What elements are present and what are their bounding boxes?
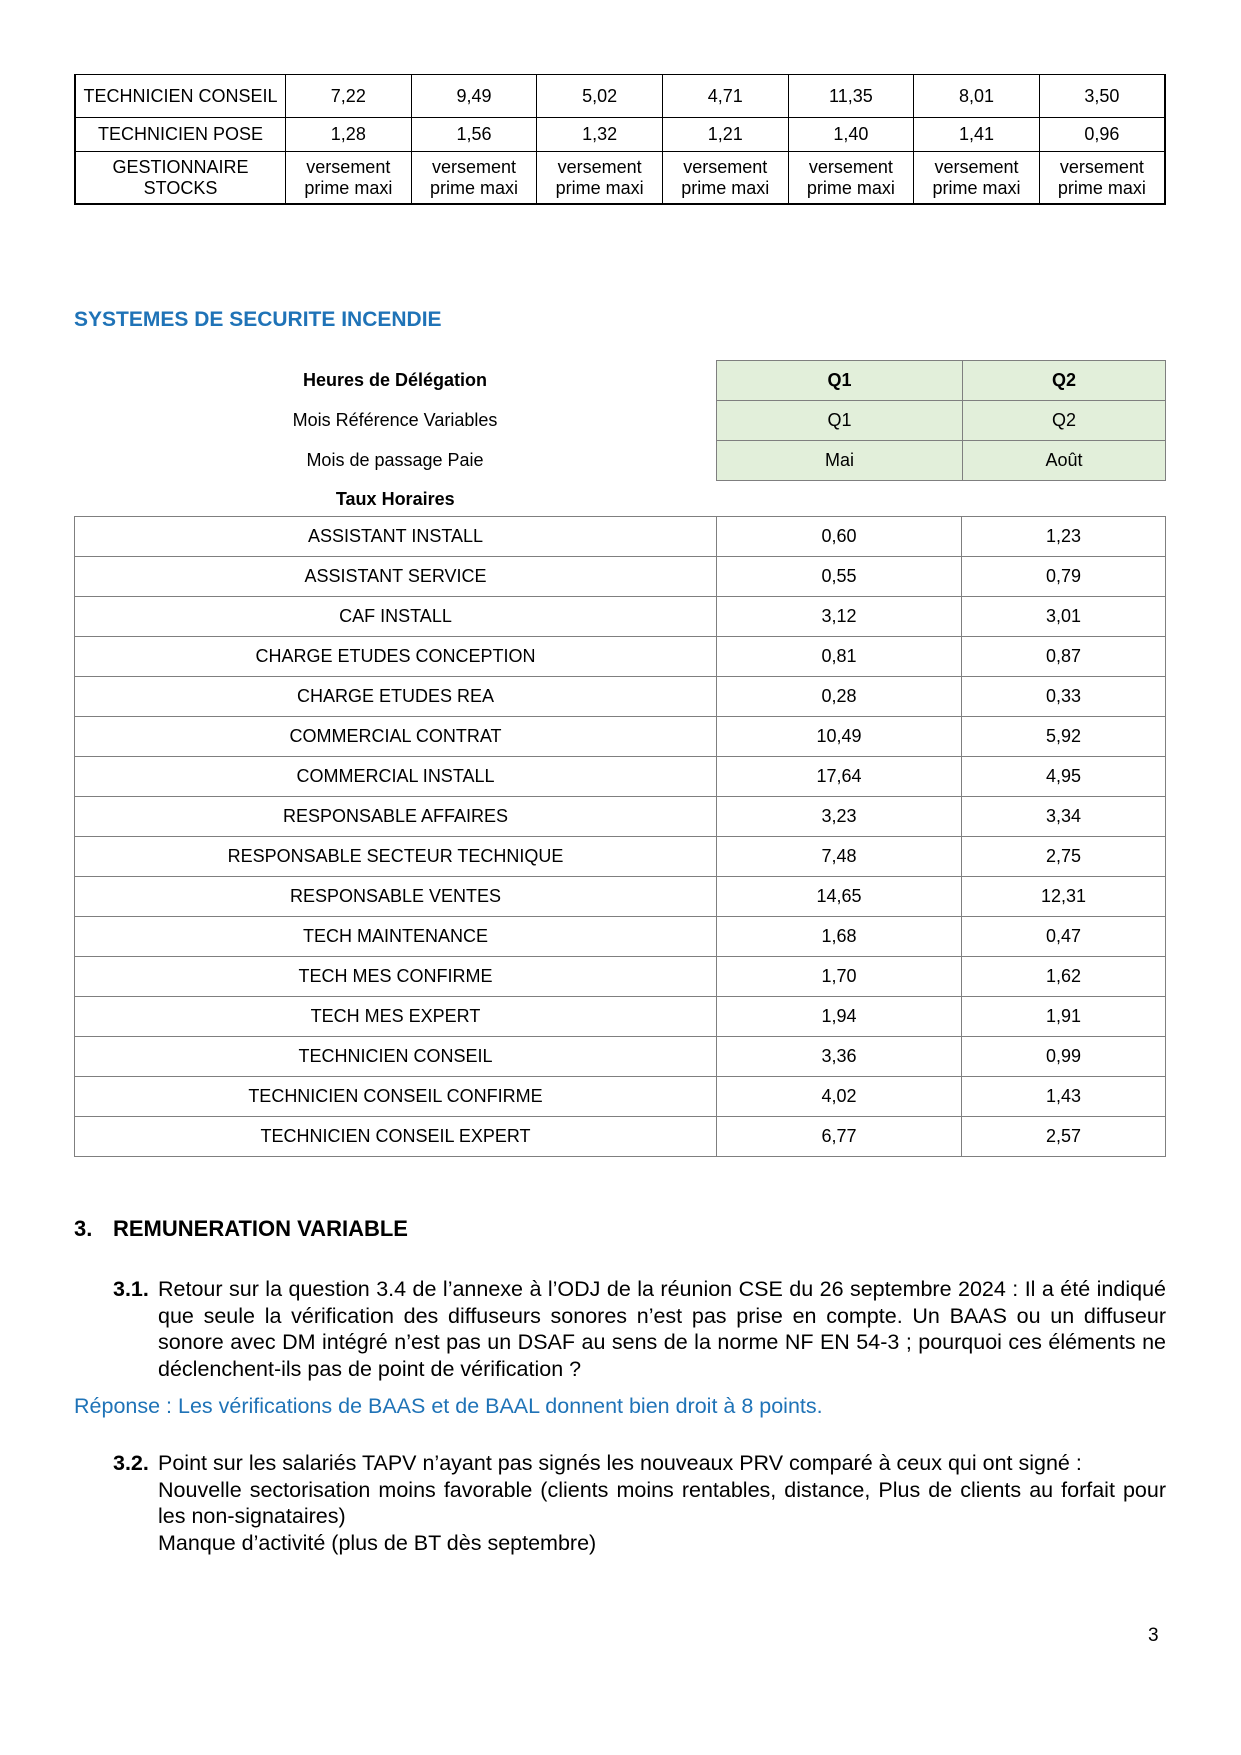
row-q2: 1,23 xyxy=(962,517,1166,557)
row-q2: 5,92 xyxy=(962,717,1166,757)
row-label: COMMERCIAL INSTALL xyxy=(75,757,717,797)
row-q2: 4,95 xyxy=(962,757,1166,797)
row-q1: 1,68 xyxy=(717,917,962,957)
row-label: ASSISTANT SERVICE xyxy=(75,557,717,597)
row-q2: 3,01 xyxy=(962,597,1166,637)
mois-paie-q1: Mai xyxy=(717,441,963,481)
row-q1: 3,36 xyxy=(717,1037,962,1077)
row-q2: 0,79 xyxy=(962,557,1166,597)
top-row-value: 7,22 xyxy=(286,75,412,118)
top-row-value: 9,49 xyxy=(411,75,537,118)
mois-paie-label: Mois de passage Paie xyxy=(306,450,484,470)
item-3-2 xyxy=(113,1450,1166,1556)
mois-reference-q2: Q2 xyxy=(963,401,1166,441)
top-row-value: 0,96 xyxy=(1039,118,1165,152)
item-3-2-line: Point sur les salariés TAPV n’ayant pas signés les nouveaux PRV comparé à ceux qui ont signé : xyxy=(158,1451,1082,1475)
item-3-1-text xyxy=(158,1276,1166,1382)
top-table-row xyxy=(75,75,1165,118)
row-q2: 0,87 xyxy=(962,637,1166,677)
row-label: TECHNICIEN CONSEIL CONFIRME xyxy=(75,1077,717,1117)
mois-paie-q2: Août xyxy=(963,441,1166,481)
top-row-value: versement prime maxi xyxy=(788,152,914,205)
table-row xyxy=(75,1117,1166,1157)
row-q1: 3,23 xyxy=(717,797,962,837)
row-label: COMMERCIAL CONTRAT xyxy=(75,717,717,757)
row-q1: 3,12 xyxy=(717,597,962,637)
top-table-row xyxy=(75,118,1165,152)
row-q2: 0,33 xyxy=(962,677,1166,717)
top-rates-table xyxy=(74,74,1166,205)
row-q1: 4,02 xyxy=(717,1077,962,1117)
taux-horaires-row xyxy=(74,481,1166,520)
row-label: CAF INSTALL xyxy=(75,597,717,637)
row-q2: 1,62 xyxy=(962,957,1166,997)
row-q1: 10,49 xyxy=(717,717,962,757)
table-row xyxy=(75,837,1166,877)
row-q2: 1,43 xyxy=(962,1077,1166,1117)
row-q2: 3,34 xyxy=(962,797,1166,837)
table-row xyxy=(75,877,1166,917)
top-row-value: 5,02 xyxy=(537,75,663,118)
delegation-row xyxy=(74,361,1166,401)
taux-horaires-label: Taux Horaires xyxy=(335,489,455,510)
top-row-value: 1,41 xyxy=(914,118,1040,152)
row-label: CHARGE ETUDES CONCEPTION xyxy=(75,637,717,677)
section-3-title: REMUNERATION VARIABLE xyxy=(113,1216,408,1241)
top-row-value: 1,28 xyxy=(286,118,412,152)
top-row-label: TECHNICIEN CONSEIL xyxy=(75,75,286,118)
top-row-value: versement prime maxi xyxy=(662,152,788,205)
table-row xyxy=(75,1077,1166,1117)
top-row-value: versement prime maxi xyxy=(1039,152,1165,205)
table-row xyxy=(75,677,1166,717)
row-label: TECH MES CONFIRME xyxy=(75,957,717,997)
item-3-2-text xyxy=(158,1450,1166,1556)
top-row-value: versement prime maxi xyxy=(411,152,537,205)
row-q1: 0,81 xyxy=(717,637,962,677)
item-3-1-number: 3.1. xyxy=(113,1277,149,1301)
row-label: RESPONSABLE VENTES xyxy=(75,877,717,917)
item-3-1-paragraph: Retour sur la question 3.4 de l’annexe à l’ODJ de la réunion CSE du 26 septembre 2024 : Il a été indiqué que seule la vérification des diffuseurs sonores n’est pas prise en compte. Un BAAS ou un diffuseur sonore avec DM intégré n’est pas un DSAF au sens de la norme NF EN 54-3 ; pourquoi ces éléments ne déclenchent-ils pas de point de vérification ? xyxy=(158,1277,1166,1381)
row-q1: 0,60 xyxy=(717,517,962,557)
row-q2: 12,31 xyxy=(962,877,1166,917)
row-q2: 0,47 xyxy=(962,917,1166,957)
top-row-value: versement prime maxi xyxy=(914,152,1040,205)
table-row xyxy=(75,597,1166,637)
top-row-label: GESTIONNAIRE STOCKS xyxy=(75,152,286,205)
table-row xyxy=(75,957,1166,997)
row-q1: 0,28 xyxy=(717,677,962,717)
top-row-value: versement prime maxi xyxy=(537,152,663,205)
row-q1: 6,77 xyxy=(717,1117,962,1157)
hourly-rates-table xyxy=(74,516,1166,1157)
row-q2: 2,75 xyxy=(962,837,1166,877)
table-row xyxy=(75,637,1166,677)
section-3-number: 3. xyxy=(74,1216,93,1241)
row-q1: 0,55 xyxy=(717,557,962,597)
top-table-row xyxy=(75,152,1165,205)
row-label: TECHNICIEN CONSEIL xyxy=(75,1037,717,1077)
top-row-label: TECHNICIEN POSE xyxy=(75,118,286,152)
row-label: TECH MAINTENANCE xyxy=(75,917,717,957)
period-header-table xyxy=(74,360,1166,519)
row-label: RESPONSABLE SECTEUR TECHNIQUE xyxy=(75,837,717,877)
table-row xyxy=(75,557,1166,597)
top-row-value: 11,35 xyxy=(788,75,914,118)
row-q1: 17,64 xyxy=(717,757,962,797)
row-label: RESPONSABLE AFFAIRES xyxy=(75,797,717,837)
mois-paie-row xyxy=(74,441,1166,481)
table-row xyxy=(75,797,1166,837)
table-row xyxy=(75,917,1166,957)
row-q2: 1,91 xyxy=(962,997,1166,1037)
table-row xyxy=(75,997,1166,1037)
mois-reference-q1: Q1 xyxy=(717,401,963,441)
item-3-2-line: Nouvelle sectorisation moins favorable (clients moins rentables, distance, Plus de clients au forfait pour les non-signataires) xyxy=(158,1477,1166,1528)
section-title: SYSTEMES DE SECURITE INCENDIE xyxy=(74,308,442,331)
delegation-q1: Q1 xyxy=(717,361,963,401)
top-row-value: 4,71 xyxy=(662,75,788,118)
delegation-q2: Q2 xyxy=(963,361,1166,401)
row-q1: 14,65 xyxy=(717,877,962,917)
item-3-2-number: 3.2. xyxy=(113,1451,149,1475)
top-row-value: 1,40 xyxy=(788,118,914,152)
row-q2: 0,99 xyxy=(962,1037,1166,1077)
table-row xyxy=(75,717,1166,757)
top-row-value: 1,56 xyxy=(411,118,537,152)
top-row-value: 1,32 xyxy=(537,118,663,152)
row-q1: 1,94 xyxy=(717,997,962,1037)
table-row xyxy=(75,1037,1166,1077)
mois-reference-label: Mois Référence Variables xyxy=(292,410,498,430)
row-label: TECH MES EXPERT xyxy=(75,997,717,1037)
table-row xyxy=(75,757,1166,797)
item-3-2-line: Manque d’activité (plus de BT dès septembre) xyxy=(158,1530,597,1555)
delegation-label: Heures de Délégation xyxy=(302,370,488,390)
section-3-heading xyxy=(74,1216,408,1242)
row-q1: 1,70 xyxy=(717,957,962,997)
item-3-1 xyxy=(113,1276,1166,1382)
top-row-value: 3,50 xyxy=(1039,75,1165,118)
row-label: TECHNICIEN CONSEIL EXPERT xyxy=(75,1117,717,1157)
mois-reference-row xyxy=(74,401,1166,441)
top-row-value: 8,01 xyxy=(914,75,1040,118)
page-number: 3 xyxy=(1148,1625,1159,1646)
row-label: ASSISTANT INSTALL xyxy=(75,517,717,557)
answer-text: Réponse : Les vérifications de BAAS et de BAAL donnent bien droit à 8 points. xyxy=(74,1394,823,1418)
table-row xyxy=(75,517,1166,557)
top-row-value: versement prime maxi xyxy=(286,152,412,205)
row-q2: 2,57 xyxy=(962,1117,1166,1157)
row-q1: 7,48 xyxy=(717,837,962,877)
top-row-value: 1,21 xyxy=(662,118,788,152)
row-label: CHARGE ETUDES REA xyxy=(75,677,717,717)
